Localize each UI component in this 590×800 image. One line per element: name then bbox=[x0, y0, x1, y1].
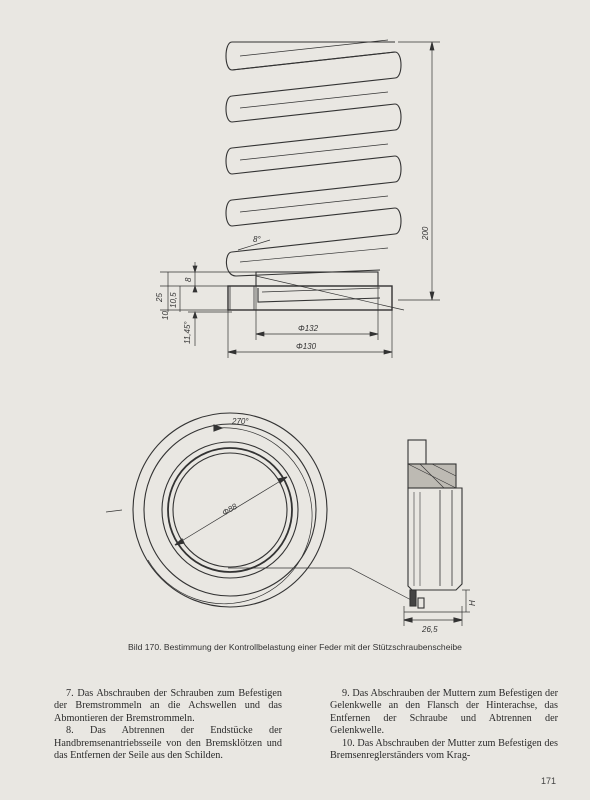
dim-label-11-45: 11,45° bbox=[183, 321, 192, 344]
dim-label-angle-8: 8° bbox=[253, 235, 261, 244]
dim-label-26-5: 26,5 bbox=[422, 625, 438, 634]
paragraph-7: 7. Das Abschrauben der Schrauben zum Befestigen der Bremstrommeln an die Achswellen und das Abmontieren der Bremstrommeln. bbox=[54, 688, 282, 724]
paragraph-9: 9. Das Abschrauben der Muttern zum Befestigen der Gelenkwelle an den Flansch der Hinterachse, das Entfernen der Schraube und Abtrennen der Gelenkwelle. bbox=[330, 688, 558, 737]
paragraph-10: 10. Das Abschrauben der Mutter zum Befestigen des Bremsenreglerständers vom Krag- bbox=[330, 737, 558, 762]
dim-label-25: 25 bbox=[155, 293, 164, 302]
dim-label-270: 270° bbox=[232, 417, 249, 426]
dimension-height bbox=[398, 42, 440, 300]
dim-label-phi-132: Φ132 bbox=[298, 324, 319, 333]
text-column-right bbox=[330, 688, 558, 762]
dim-label-8: 8 bbox=[184, 277, 193, 282]
support-washer-top-view bbox=[106, 413, 415, 607]
paragraph-8: 8. Das Abtrennen der Endstücke der Handbremsenantriebsseile von den Bremsklötzen und das Entfernen der Seile aus den Schilden. bbox=[54, 725, 282, 762]
section-view bbox=[404, 440, 470, 626]
support-washer-side bbox=[228, 272, 404, 310]
text-column-left bbox=[54, 688, 282, 762]
dim-label-10-5: 10,5 bbox=[169, 292, 178, 308]
dim-label-h: H bbox=[468, 600, 477, 606]
dim-label-phi-88: Φ88 bbox=[220, 501, 239, 518]
page-number: 171 bbox=[540, 776, 556, 786]
figure-caption: Bild 170. Bestimmung der Kontrollbelastung einer Feder mit der Stützschraubenscheibe bbox=[128, 642, 462, 652]
dim-label-phi-130: Φ130 bbox=[296, 342, 317, 351]
dim-label-10: 10 bbox=[161, 311, 170, 320]
dim-label-200: 200 bbox=[421, 226, 430, 240]
